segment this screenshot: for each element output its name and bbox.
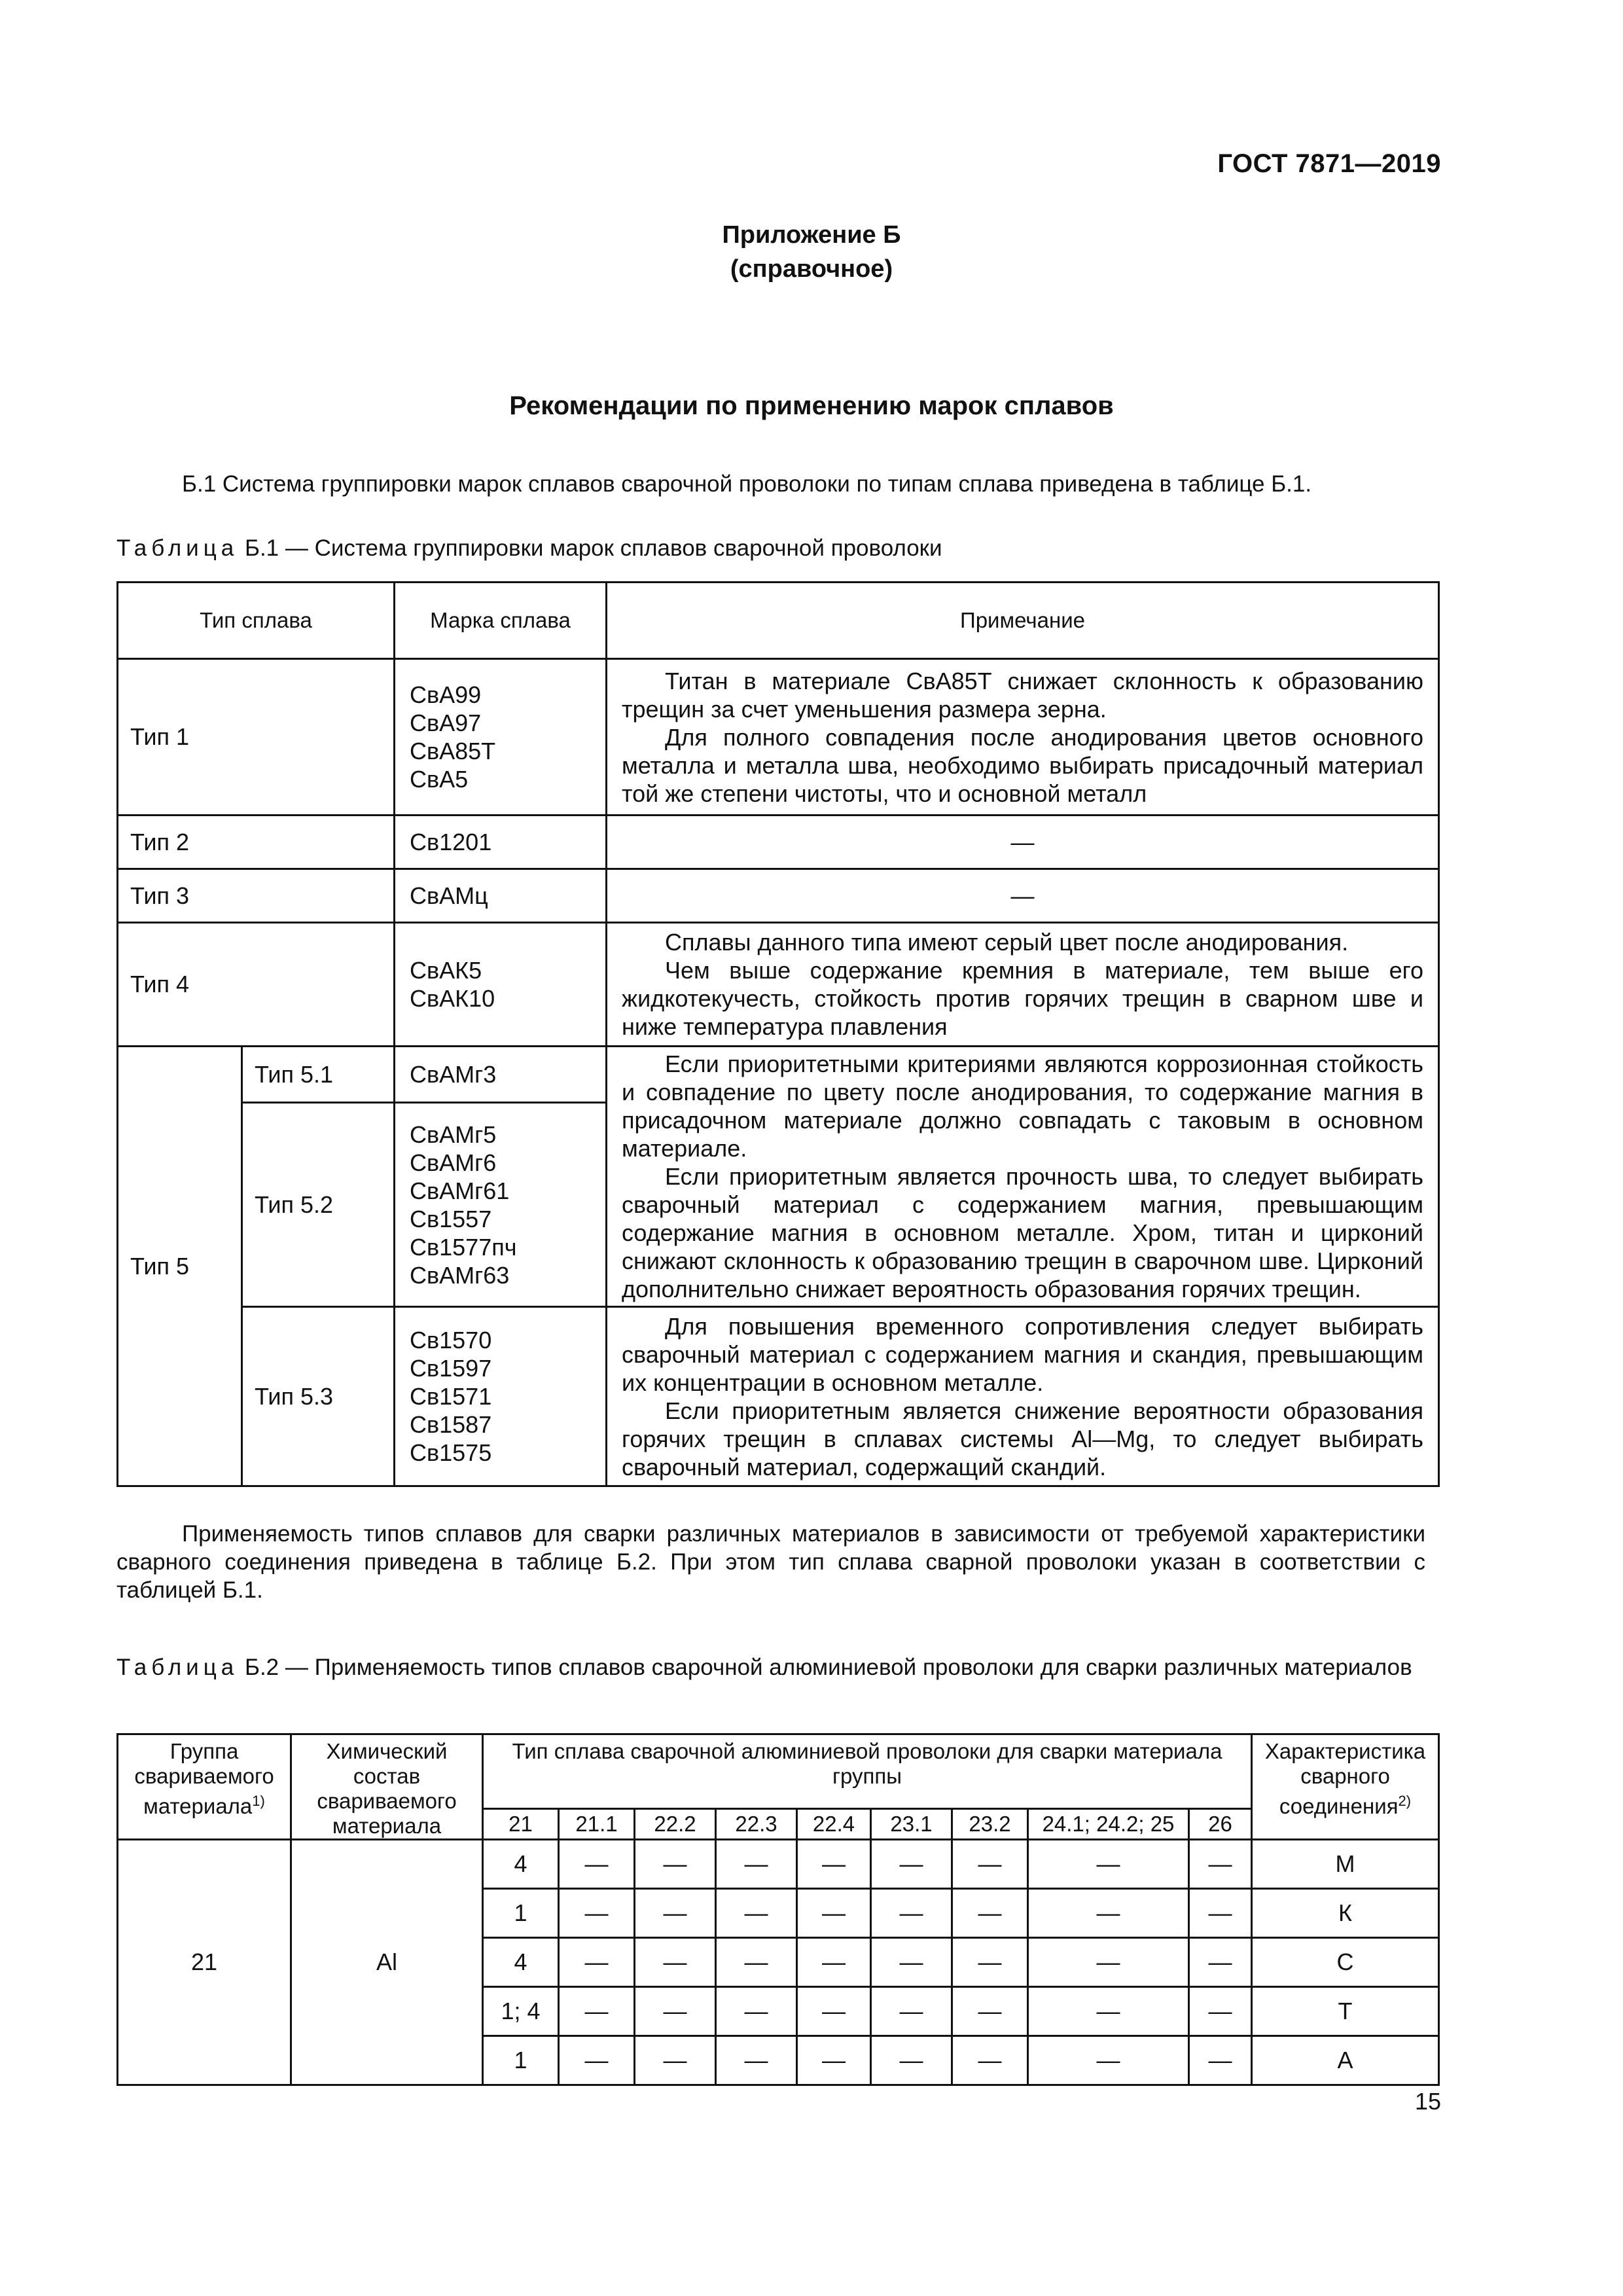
table-cell: — [559, 1938, 635, 1987]
table-cell: — [1028, 2036, 1189, 2085]
note-paragraph: Для повышения временного сопротивления следует выбирать сварочный материал с содержанием магния и скандия, превышающим их концентрации в основном металле. [622, 1312, 1423, 1396]
table-cell: — [716, 1938, 797, 1987]
table-cell: — [797, 1987, 871, 2036]
appendix-subtitle: (справочное) [730, 255, 893, 283]
subheader-group: 21 [483, 1809, 559, 1840]
table-cell: — [797, 1840, 871, 1889]
paragraph-b1: Б.1 Система группировки марок сплавов сварочной проволоки по типам сплава приведена в таблице Б.1. [182, 471, 1312, 497]
table-cell: — [635, 1840, 716, 1889]
subheader-group: 26 [1189, 1809, 1252, 1840]
table-cell: — [952, 2036, 1028, 2085]
subheader-group: 23.1 [871, 1809, 952, 1840]
table-cell: — [635, 2036, 716, 2085]
grade-cell: Св1570 Св1597 Св1571 Св1587 Св1575 [395, 1307, 607, 1486]
header-note: Примечание [607, 583, 1439, 659]
note-cell [607, 1047, 1439, 1307]
table2-caption-prefix: Таблица [116, 1655, 239, 1680]
table-cell: — [952, 1987, 1028, 2036]
table-cell: — [635, 1889, 716, 1938]
table-cell: 1 [483, 1889, 559, 1938]
characteristic-cell: С [1252, 1938, 1439, 1987]
note-cell [607, 923, 1439, 1047]
table-cell: — [1189, 1840, 1252, 1889]
footnote-mark: 1) [252, 1793, 265, 1809]
table-cell: — [559, 1840, 635, 1889]
table-row [118, 659, 1439, 816]
table-b1 [116, 581, 1440, 1487]
table-cell: — [1189, 1987, 1252, 2036]
table1-caption-text: Б.1 — Система группировки марок сплавов сварочной проволоки [244, 535, 942, 561]
table-cell: — [716, 1889, 797, 1938]
table-cell: — [635, 1938, 716, 1987]
table-cell: 4 [483, 1938, 559, 1987]
table-cell: — [871, 1938, 952, 1987]
table2-caption-text: Б.2 — Применяемость типов сплавов сварочной алюминиевой проволоки для сварки различных материалов [244, 1655, 1412, 1680]
note-paragraph: Титан в материале СвА85Т снижает склонность к образованию трещин за счет уменьшения размера зерна. [622, 667, 1423, 723]
table-cell: — [1028, 1889, 1189, 1938]
table-row [118, 923, 1439, 1047]
subtype-cell: Тип 5.1 [242, 1047, 395, 1103]
table-cell: — [559, 2036, 635, 2085]
note-cell: — [607, 869, 1439, 923]
table-cell: — [797, 1889, 871, 1938]
appendix-title: Приложение Б [722, 221, 901, 249]
table-cell: — [1189, 2036, 1252, 2085]
table-cell: — [559, 1987, 635, 2036]
grade-cell: СвАМг3 [395, 1047, 607, 1103]
table1-caption [116, 534, 1425, 562]
table-cell: — [797, 1938, 871, 1987]
table-b2 [116, 1733, 1440, 2086]
table-cell: — [1028, 1987, 1189, 2036]
page-number: 15 [1414, 2088, 1441, 2115]
header-material-group-label: Группа свариваемого материала [134, 1739, 274, 1818]
table-cell: 1 [483, 2036, 559, 2085]
table-cell: — [1189, 1889, 1252, 1938]
chem-composition-cell: Al [291, 1840, 483, 2085]
subheader-group: 23.2 [952, 1809, 1028, 1840]
type-cell: Тип 2 [118, 816, 395, 869]
table-cell: — [1028, 1938, 1189, 1987]
table-row [118, 1047, 1439, 1103]
note-cell [607, 659, 1439, 816]
subheader-group: 22.2 [635, 1809, 716, 1840]
note-paragraph: Если приоритетными критериями являются коррозионная стойкость и совпадение по цвету после анодирования, то содержание магния в присадочном материале должно совпадать с таковым в основном материале. [622, 1050, 1423, 1162]
section-title: Рекомендации по применению марок сплавов [509, 391, 1114, 420]
grade-cell: СвАК5 СвАК10 [395, 923, 607, 1047]
grade-cell: СвА99 СвА97 СвА85Т СвА5 [395, 659, 607, 816]
header-alloy-grade: Марка сплава [395, 583, 607, 659]
table-cell: — [1189, 1938, 1252, 1987]
table-cell: — [716, 1987, 797, 2036]
table-cell: — [871, 1987, 952, 2036]
note-cell: — [607, 816, 1439, 869]
subheader-group: 24.1; 24.2; 25 [1028, 1809, 1189, 1840]
note-paragraph: Для полного совпадения после анодирования цветов основного металла и металла шва, необходимо выбирать присадочный материал той же степени чистоты, что и основной металл [622, 723, 1423, 807]
characteristic-cell: М [1252, 1840, 1439, 1889]
type-cell: Тип 4 [118, 923, 395, 1047]
grade-cell: Св1201 [395, 816, 607, 869]
grade-cell: СвАМг5 СвАМг6 СвАМг61 Св1557 Св1577пч СвАМг63 [395, 1103, 607, 1307]
table-cell: — [952, 1840, 1028, 1889]
table-cell: 1; 4 [483, 1987, 559, 2036]
table-cell: — [871, 2036, 952, 2085]
table2-header-row [118, 1734, 1439, 1809]
type-cell: Тип 5 [118, 1047, 242, 1486]
header-material-group [118, 1734, 291, 1840]
note-paragraph: Если приоритетным является прочность шва, то следует выбирать сварочный материал с содержанием магния, превышающим содержание магния в основном металле. Хром, титан и цирконий снижают склонность к образованию трещин в сварочном шве. Цирконий дополнительно снижает вероятность образования горячих трещин. [622, 1163, 1423, 1302]
table-cell: — [871, 1889, 952, 1938]
standard-number: ГОСТ 7871—2019 [1217, 149, 1441, 178]
table-cell: — [716, 1840, 797, 1889]
type-cell: Тип 1 [118, 659, 395, 816]
grade-cell: СвАМц [395, 869, 607, 923]
table1-header-row [118, 583, 1439, 659]
subtype-cell: Тип 5.2 [242, 1103, 395, 1307]
note-paragraph: Сплавы данного типа имеют серый цвет после анодирования. [665, 929, 1349, 956]
note-cell [607, 1307, 1439, 1486]
table-cell: — [952, 1938, 1028, 1987]
table-cell: — [952, 1889, 1028, 1938]
header-chem-composition: Химический состав свариваемого материала [291, 1734, 483, 1840]
note-paragraph: Если приоритетным является снижение вероятности образования горячих трещин в сплавах системы Al—Mg, то следует выбирать сварочный материал, содержащий скандий. [622, 1397, 1423, 1480]
characteristic-cell: К [1252, 1889, 1439, 1938]
table-row [118, 816, 1439, 869]
header-joint-characteristic-label: Характеристика сварного соединения [1264, 1739, 1426, 1818]
table1-caption-prefix: Таблица [116, 535, 239, 561]
characteristic-cell: А [1252, 2036, 1439, 2085]
table2-caption [116, 1653, 1425, 1681]
material-group-cell: 21 [118, 1840, 291, 2085]
subheader-group: 22.3 [716, 1809, 797, 1840]
table-cell: — [1028, 1840, 1189, 1889]
subtype-cell: Тип 5.3 [242, 1307, 395, 1486]
header-joint-characteristic [1252, 1734, 1439, 1840]
type-cell: Тип 3 [118, 869, 395, 923]
table-row [118, 869, 1439, 923]
table-cell: — [797, 2036, 871, 2085]
subheader-group: 22.4 [797, 1809, 871, 1840]
header-wire-alloy-type: Тип сплава сварочной алюминиевой проволоки для сварки материала группы [483, 1734, 1252, 1809]
table-cell: 4 [483, 1840, 559, 1889]
table-cell: — [635, 1987, 716, 2036]
table-cell: — [871, 1840, 952, 1889]
paragraph-b2-intro: Применяемость типов сплавов для сварки различных материалов в зависимости от требуемой характеристики сварного соединения приведена в таблице Б.2. При этом тип сплава сварной проволоки указан в соответствии с таблицей Б.1. [116, 1521, 1425, 1603]
table-cell: — [716, 2036, 797, 2085]
subheader-group: 21.1 [559, 1809, 635, 1840]
characteristic-cell: Т [1252, 1987, 1439, 2036]
footnote-mark: 2) [1398, 1793, 1412, 1809]
table-cell: — [559, 1889, 635, 1938]
note-paragraph: Чем выше содержание кремния в материале, тем выше его жидкотекучесть, стойкость против горячих трещин в сварном шве и ниже температура плавления [622, 957, 1423, 1040]
table-row [118, 1307, 1439, 1486]
header-alloy-type: Тип сплава [118, 583, 395, 659]
table-row [118, 1840, 1439, 1889]
